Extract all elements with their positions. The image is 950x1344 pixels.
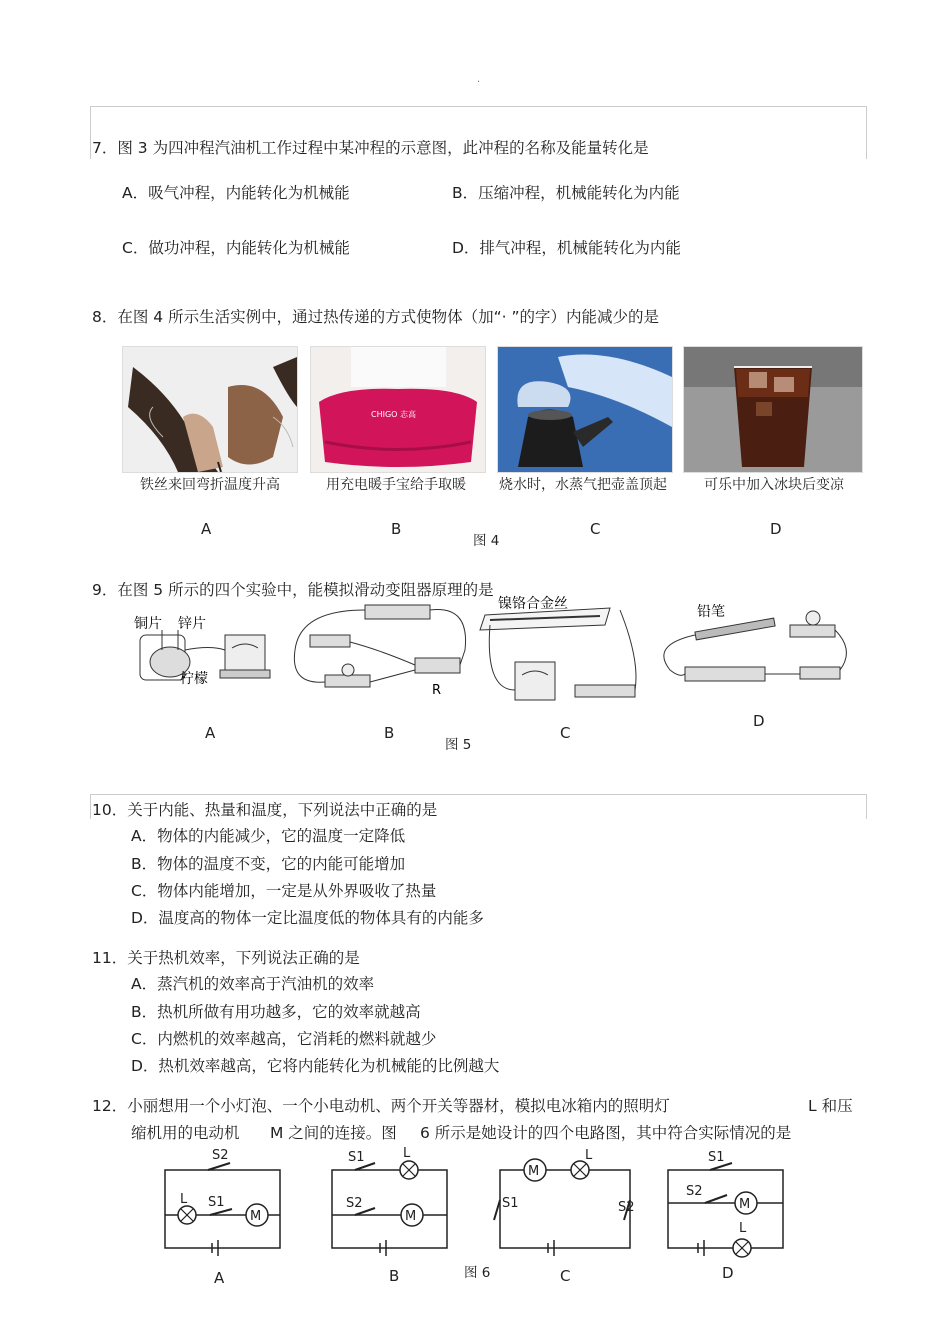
- q8-stem: 8．在图 4 所示生活实例中，通过热传递的方式使物体（加“· ”的字）内能减少的是: [92, 308, 659, 326]
- fig6-label: 图 6: [464, 1265, 491, 1281]
- sym-a-S1: S1: [208, 1195, 225, 1210]
- fig4-label: 图 4: [473, 533, 500, 549]
- q12-label-c[interactable]: C: [560, 1267, 571, 1285]
- q12-stem-line2c: 6 所示是她设计的四个电路图，其中符合实际情况的是: [420, 1124, 792, 1142]
- q11-option-d[interactable]: D．热机效率越高，它将内能转化为机械能的比例越大: [131, 1057, 500, 1075]
- q12-label-d[interactable]: D: [722, 1264, 734, 1282]
- q8-label-a[interactable]: A: [201, 520, 212, 538]
- q7-option-b[interactable]: B．压缩冲程，机械能转化为内能: [452, 184, 680, 202]
- photo-a-bending-wire: [122, 346, 298, 473]
- circuit-c: [494, 1170, 630, 1256]
- q11-option-a[interactable]: A．蒸汽机的效率高于汽油机的效率: [131, 975, 375, 993]
- sym-d-S2: S2: [686, 1184, 703, 1199]
- sym-b-M: M: [405, 1209, 417, 1224]
- q12-stem-line1a: 12．小丽想用一个小灯泡、一个小电动机、两个开关等器材，模拟电冰箱内的照明灯: [92, 1097, 670, 1115]
- q10-option-c[interactable]: C．物体内能增加，一定是从外界吸收了热量: [131, 882, 437, 900]
- q11-option-b[interactable]: B．热机所做有用功越多，它的效率就越高: [131, 1003, 421, 1021]
- q7-stem: 7．图 3 为四冲程汽油机工作过程中某冲程的示意图，此冲程的名称及能量转化是: [92, 139, 649, 157]
- fig5-a-lemon-circuit: [134, 615, 270, 687]
- q12-label-a[interactable]: A: [214, 1269, 225, 1287]
- circuit-d: [668, 1163, 783, 1256]
- sym-b-S1: S1: [348, 1150, 365, 1165]
- fig5-d-circuit: [664, 604, 847, 681]
- sym-a-S2: S2: [212, 1148, 229, 1163]
- q12-stem-line1b: L 和压: [808, 1097, 853, 1115]
- q10-option-b[interactable]: B．物体的温度不变，它的内能可能增加: [131, 855, 406, 873]
- q10-option-d[interactable]: D．温度高的物体一定比温度低的物体具有的内能多: [131, 909, 484, 927]
- q12-label-b[interactable]: B: [389, 1267, 400, 1285]
- q11-stem: 11．关于热机效率，下列说法正确的是: [92, 949, 360, 967]
- fig5-c-circuit: [480, 595, 636, 700]
- sym-b-S2: S2: [346, 1196, 363, 1211]
- q9-label-c[interactable]: C: [560, 724, 571, 742]
- sym-d-L: L: [739, 1221, 747, 1236]
- annot-pencil: 铅笔: [697, 604, 725, 620]
- q11-option-c[interactable]: C．内燃机的效率越高，它消耗的燃料就越少: [131, 1030, 437, 1048]
- annot-lemon: 柠檬: [180, 671, 208, 687]
- sym-d-M: M: [739, 1197, 751, 1212]
- q12-stem-line2b: M 之间的连接。图: [270, 1124, 397, 1142]
- fig5-diagram: [120, 590, 860, 715]
- sym-b-L: L: [403, 1146, 411, 1161]
- annot-resistor: R: [432, 683, 442, 698]
- q8-caption-c: 烧水时，水蒸气把壶盖顶起: [499, 477, 667, 493]
- sym-d-S1: S1: [708, 1150, 725, 1165]
- photo-b-hand-warmer: [310, 346, 486, 473]
- fig5-b-circuit: [294, 605, 465, 698]
- q10-stem: 10．关于内能、热量和温度，下列说法中正确的是: [92, 801, 438, 819]
- q9-stem: 9．在图 5 所示的四个实验中，能模拟滑动变阻器原理的是: [92, 581, 494, 599]
- q8-label-d[interactable]: D: [770, 520, 782, 538]
- sym-c-L: L: [585, 1148, 593, 1163]
- q8-caption-b: 用充电暖手宝给手取暖: [326, 477, 466, 493]
- q7-option-c[interactable]: C．做功冲程，内能转化为机械能: [122, 239, 350, 257]
- q9-label-a[interactable]: A: [205, 724, 216, 742]
- q9-label-d[interactable]: D: [753, 712, 765, 730]
- q8-caption-a: 铁丝来回弯折温度升高: [140, 477, 280, 493]
- fig6-circuits: [150, 1145, 810, 1263]
- annot-zinc: 锌片: [178, 616, 206, 632]
- q12-stem-line2a: 缩机用的电动机: [131, 1124, 240, 1142]
- annot-copper: 铜片: [134, 616, 162, 632]
- q8-caption-d: 可乐中加入冰块后变凉: [704, 477, 844, 493]
- q8-label-c[interactable]: C: [590, 520, 601, 538]
- annot-nichrome: 镍铬合金丝: [498, 596, 568, 612]
- q9-label-b[interactable]: B: [384, 724, 395, 742]
- hand-warmer-brand: CHIGO 志高: [371, 410, 416, 419]
- sym-a-M: M: [250, 1209, 262, 1224]
- sym-c-S2: S2: [618, 1200, 635, 1215]
- q7-option-d[interactable]: D．排气冲程，机械能转化为内能: [452, 239, 681, 257]
- sym-c-M: M: [528, 1164, 540, 1179]
- photo-c-kettle: [497, 346, 673, 473]
- q8-label-b[interactable]: B: [391, 520, 402, 538]
- header-mark: .: [477, 74, 481, 85]
- sym-a-L: L: [180, 1192, 188, 1207]
- q10-option-a[interactable]: A．物体的内能减少，它的温度一定降低: [131, 827, 406, 845]
- sym-c-S1: S1: [502, 1196, 519, 1211]
- photo-d-cola-ice: [683, 346, 863, 473]
- q7-option-a[interactable]: A．吸气冲程，内能转化为机械能: [122, 184, 350, 202]
- fig5-label: 图 5: [445, 737, 472, 753]
